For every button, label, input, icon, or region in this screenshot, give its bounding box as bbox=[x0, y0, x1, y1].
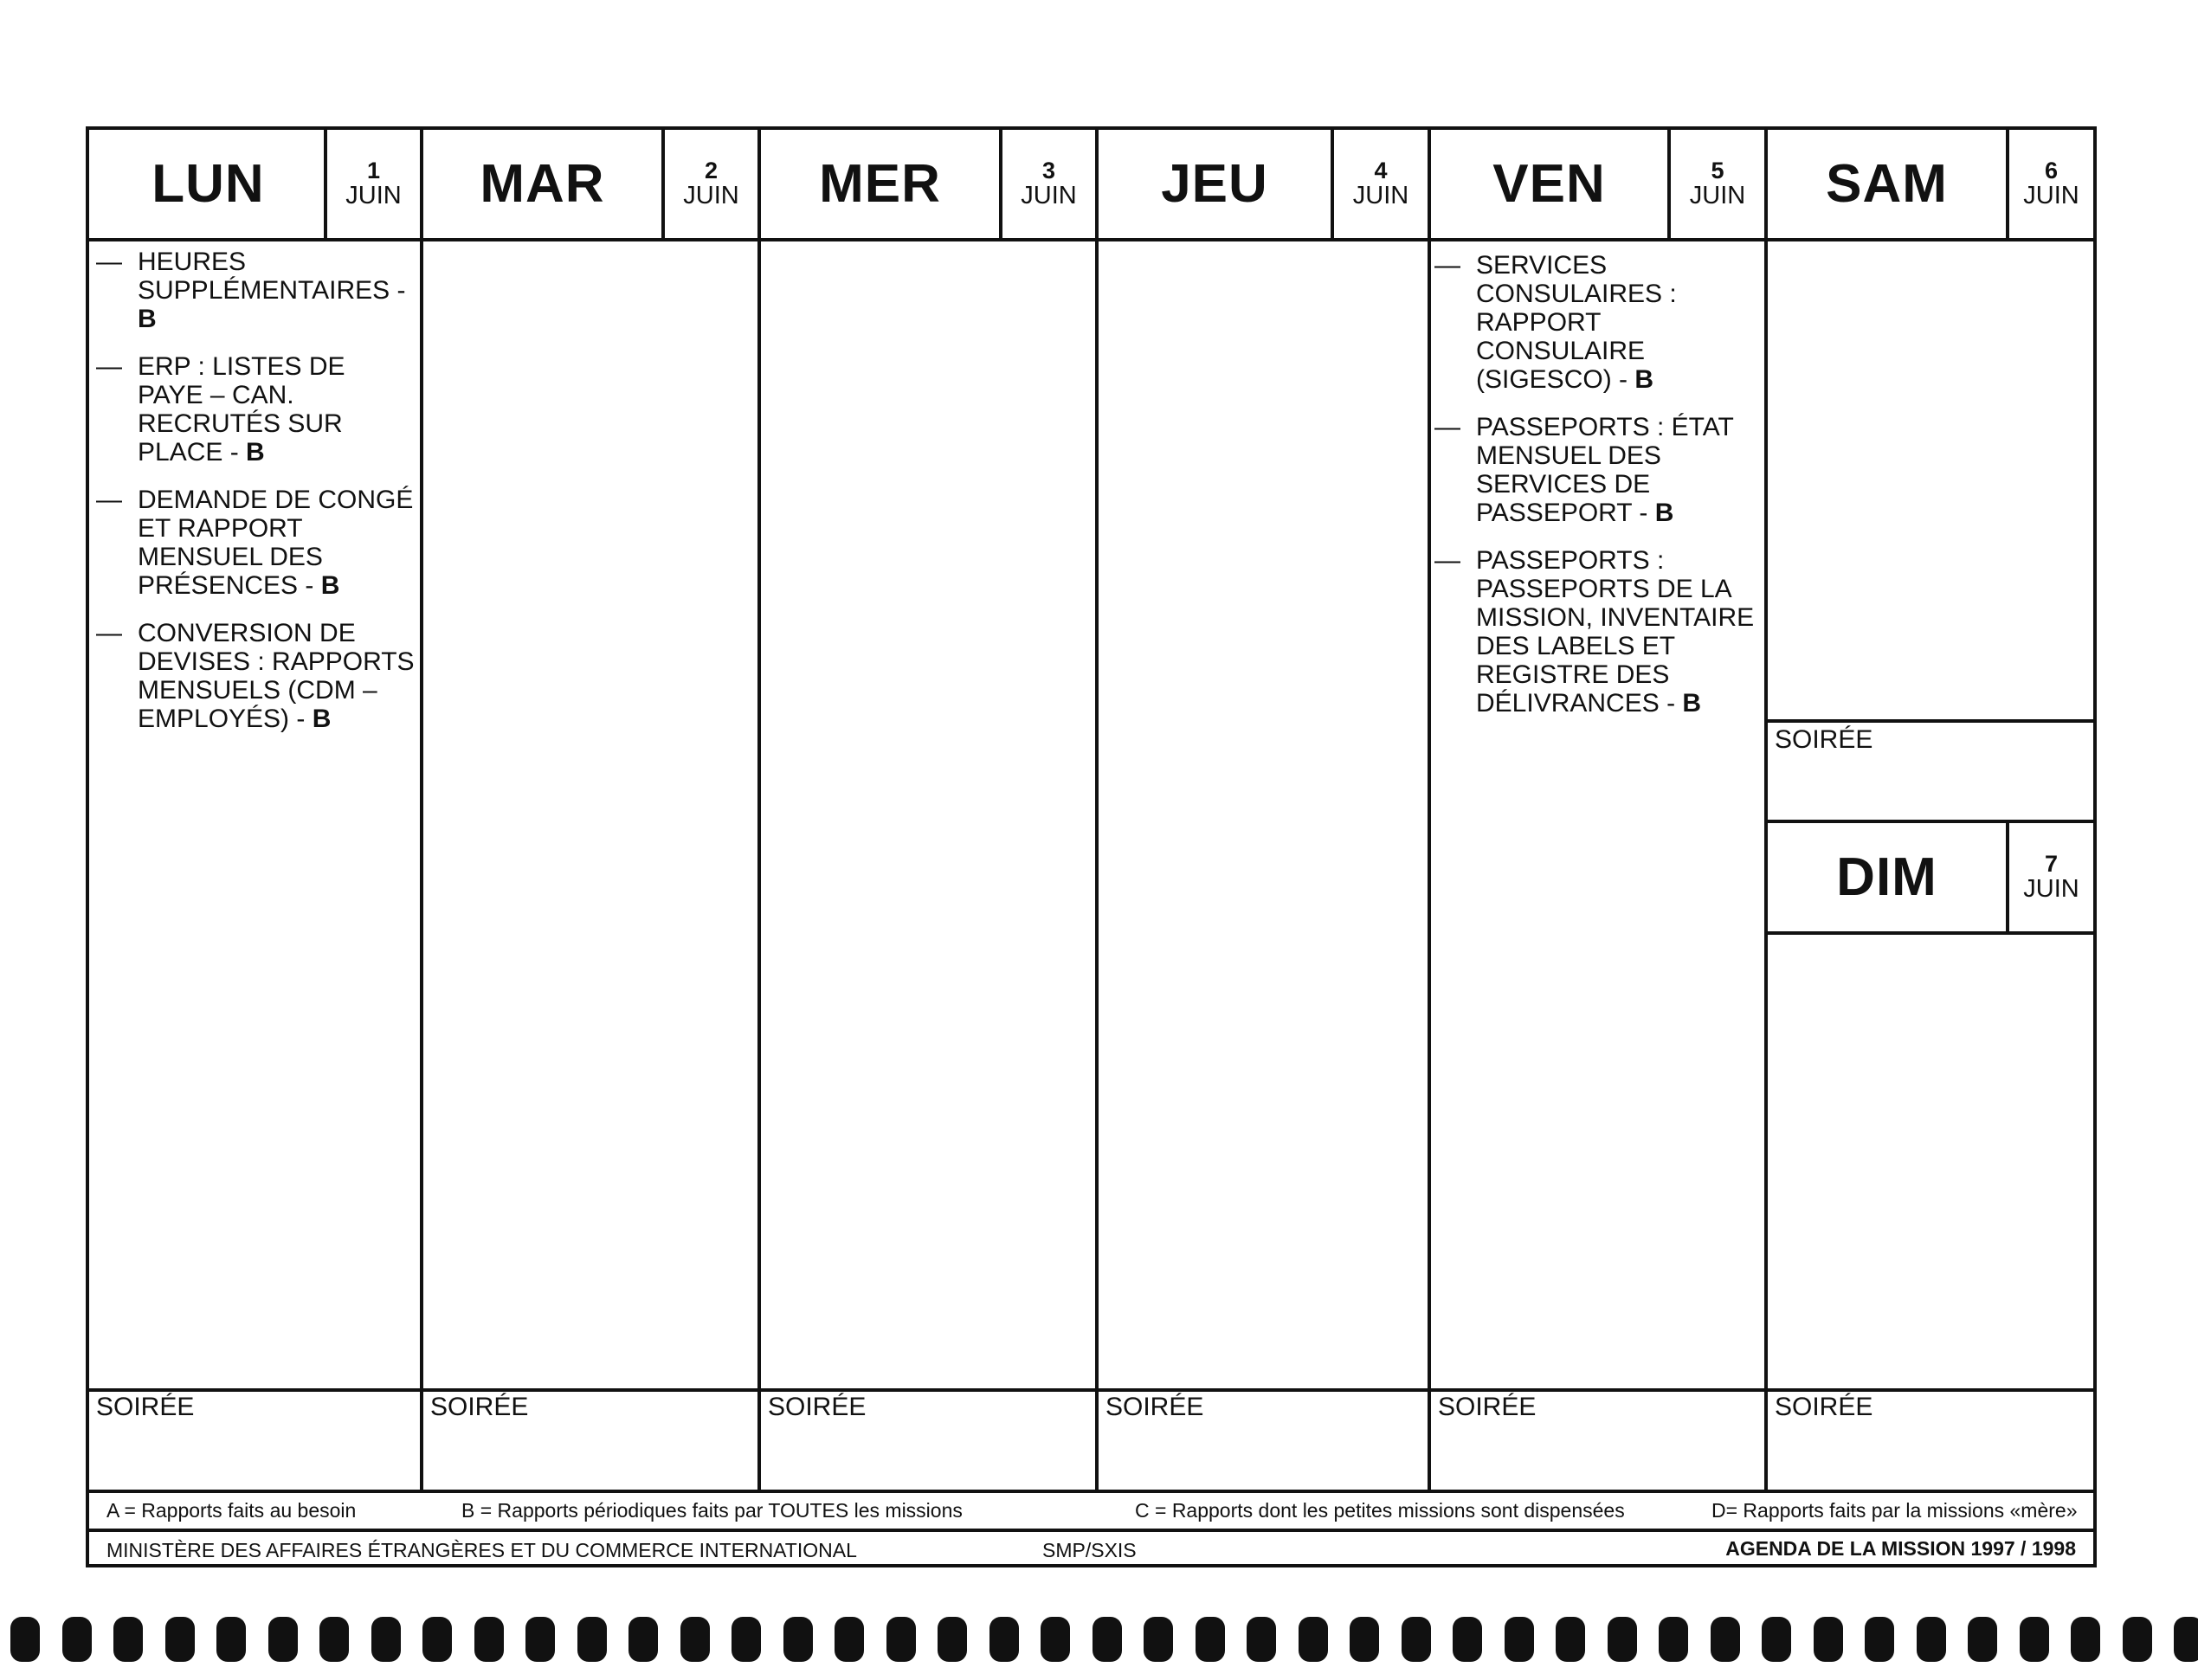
dash-bullet: — bbox=[96, 619, 122, 647]
header-cell-divider bbox=[1667, 130, 1671, 238]
day-name-jeu: JEU bbox=[1161, 154, 1268, 214]
task-text: MENSUEL DES bbox=[138, 543, 323, 571]
legend-a: A = Rapports faits au besoin bbox=[106, 1499, 357, 1522]
binding-hole bbox=[1865, 1617, 1894, 1662]
binding-hole bbox=[10, 1617, 40, 1662]
day-date-lun bbox=[327, 130, 420, 238]
task-line bbox=[138, 352, 416, 381]
soiree-label-dim: SOIRÉE bbox=[1775, 1393, 1873, 1421]
binding-hole bbox=[1762, 1617, 1791, 1662]
task-text: PASSEPORT - bbox=[1476, 499, 1655, 527]
footer-agenda-title: AGENDA DE LA MISSION 1997 / 1998 bbox=[1725, 1537, 2076, 1560]
task-line bbox=[1476, 308, 1763, 337]
task-text: REGISTRE DES bbox=[1476, 660, 1670, 689]
lun-task-list bbox=[96, 248, 416, 752]
task-line bbox=[1476, 337, 1763, 365]
task-line bbox=[138, 438, 416, 467]
task-text: MISSION, INVENTAIRE bbox=[1476, 603, 1755, 632]
binding-hole bbox=[1814, 1617, 1843, 1662]
task-item bbox=[96, 352, 416, 467]
soiree-label-lun: SOIRÉE bbox=[96, 1393, 195, 1421]
task-text: HEURES bbox=[138, 248, 247, 276]
binding-hole bbox=[422, 1617, 452, 1662]
soiree-label-sam: SOIRÉE bbox=[1775, 725, 1873, 754]
header-divider bbox=[89, 238, 2093, 241]
task-text: PRÉSENCES - bbox=[138, 571, 321, 600]
report-type-tag: B bbox=[246, 438, 265, 467]
day-number: 7 bbox=[2044, 851, 2059, 878]
ven-task-list bbox=[1434, 251, 1763, 737]
task-line bbox=[1476, 413, 1763, 441]
task-line bbox=[1476, 660, 1763, 689]
task-text: ERP : LISTES DE bbox=[138, 352, 345, 381]
column-divider bbox=[1095, 130, 1099, 1490]
report-type-tag: B bbox=[1634, 365, 1654, 394]
dash-bullet: — bbox=[1434, 413, 1460, 441]
binding-hole bbox=[2020, 1617, 2049, 1662]
day-date-jeu bbox=[1334, 130, 1428, 238]
binding-hole bbox=[1659, 1617, 1688, 1662]
dim-header-top-divider bbox=[1764, 820, 2093, 823]
binding-hole bbox=[938, 1617, 967, 1662]
task-line bbox=[138, 486, 416, 514]
task-line bbox=[1476, 499, 1763, 527]
task-text: CONSULAIRE bbox=[1476, 337, 1646, 365]
day-number: 5 bbox=[1711, 158, 1724, 184]
report-type-tag: B bbox=[312, 705, 332, 733]
binding-hole bbox=[989, 1617, 1019, 1662]
task-text: RECRUTÉS SUR bbox=[138, 409, 343, 438]
day-number: 6 bbox=[2044, 158, 2059, 184]
footer-ministry: MINISTÈRE DES AFFAIRES ÉTRANGÈRES ET DU COMMERCE INTERNATIONAL bbox=[106, 1539, 857, 1561]
binding-hole bbox=[216, 1617, 246, 1662]
binding-hole bbox=[886, 1617, 916, 1662]
day-date-ven bbox=[1671, 130, 1764, 238]
dash-bullet: — bbox=[96, 352, 122, 381]
dash-bullet: — bbox=[1434, 251, 1460, 280]
report-type-tag: B bbox=[1682, 689, 1702, 718]
binding-hole bbox=[577, 1617, 607, 1662]
binding-hole bbox=[1299, 1617, 1328, 1662]
header-cell-divider bbox=[2006, 130, 2009, 238]
task-line bbox=[138, 248, 416, 276]
soiree-label-mer: SOIRÉE bbox=[768, 1393, 867, 1421]
task-item bbox=[96, 486, 416, 600]
task-item bbox=[1434, 546, 1763, 718]
soiree-divider bbox=[89, 1388, 2093, 1392]
task-text: PLACE - bbox=[138, 438, 247, 467]
header-cell-divider bbox=[324, 130, 327, 238]
task-text: ET RAPPORT bbox=[138, 514, 303, 543]
dim-header-bottom-divider bbox=[1764, 931, 2093, 935]
month-label: JUIN bbox=[683, 182, 739, 210]
task-text: SERVICES DE bbox=[1476, 470, 1651, 499]
day-name-ven: VEN bbox=[1492, 154, 1606, 214]
task-line bbox=[138, 619, 416, 647]
binding-hole bbox=[1350, 1617, 1379, 1662]
spiral-binding bbox=[0, 1617, 2198, 1669]
task-text: SUPPLÉMENTAIRES - bbox=[138, 276, 406, 305]
task-line bbox=[1476, 251, 1763, 280]
month-label: JUIN bbox=[345, 182, 402, 210]
task-line bbox=[1476, 603, 1763, 632]
task-line bbox=[1476, 689, 1763, 718]
binding-hole bbox=[1711, 1617, 1740, 1662]
legend-divider bbox=[89, 1490, 2093, 1493]
column-divider bbox=[420, 130, 423, 1490]
dash-bullet: — bbox=[96, 486, 122, 514]
task-text: CONSULAIRES : bbox=[1476, 280, 1677, 308]
soiree-label-mar: SOIRÉE bbox=[430, 1393, 529, 1421]
task-item bbox=[96, 248, 416, 333]
header-cell-divider bbox=[661, 130, 665, 238]
task-text: DEMANDE DE CONGÉ bbox=[138, 486, 414, 514]
column-divider bbox=[757, 130, 761, 1490]
header-cell-divider bbox=[999, 130, 1002, 238]
day-number: 4 bbox=[1374, 158, 1388, 184]
task-line bbox=[1476, 632, 1763, 660]
binding-hole bbox=[1247, 1617, 1276, 1662]
binding-hole bbox=[1402, 1617, 1431, 1662]
task-line bbox=[138, 409, 416, 438]
header-cell-divider bbox=[2006, 820, 2009, 935]
binding-hole bbox=[1968, 1617, 1997, 1662]
dash-bullet: — bbox=[96, 248, 122, 276]
month-label: JUIN bbox=[2023, 875, 2079, 904]
task-line bbox=[1476, 575, 1763, 603]
task-line bbox=[138, 381, 416, 409]
month-label: JUIN bbox=[2023, 182, 2079, 210]
task-text: SERVICES bbox=[1476, 251, 1608, 280]
task-line bbox=[138, 514, 416, 543]
binding-hole bbox=[1196, 1617, 1225, 1662]
header-cell-divider bbox=[1331, 130, 1334, 238]
task-text: PAYE – CAN. bbox=[138, 381, 294, 409]
binding-hole bbox=[732, 1617, 761, 1662]
month-label: JUIN bbox=[1352, 182, 1409, 210]
day-number: 3 bbox=[1041, 158, 1056, 184]
task-text: PASSEPORTS : bbox=[1476, 546, 1665, 575]
binding-hole bbox=[1093, 1617, 1122, 1662]
task-item bbox=[1434, 251, 1763, 394]
binding-hole bbox=[680, 1617, 710, 1662]
day-name-mar: MAR bbox=[480, 154, 605, 214]
task-line bbox=[138, 543, 416, 571]
soiree-label-ven: SOIRÉE bbox=[1438, 1393, 1537, 1421]
task-text: PASSEPORTS DE LA bbox=[1476, 575, 1732, 603]
task-text: MENSUELS (CDM – bbox=[138, 676, 377, 705]
binding-hole bbox=[628, 1617, 658, 1662]
task-line bbox=[138, 276, 416, 305]
binding-hole bbox=[2123, 1617, 2152, 1662]
task-item bbox=[96, 619, 416, 733]
task-line bbox=[138, 305, 416, 333]
column-divider bbox=[1428, 130, 1431, 1490]
binding-hole bbox=[1556, 1617, 1585, 1662]
dash-bullet: — bbox=[1434, 546, 1460, 575]
day-date-mar bbox=[665, 130, 757, 238]
day-number: 1 bbox=[366, 158, 381, 184]
binding-hole bbox=[525, 1617, 555, 1662]
month-label: JUIN bbox=[1021, 182, 1077, 210]
task-text: DÉLIVRANCES - bbox=[1476, 689, 1683, 718]
task-item bbox=[1434, 413, 1763, 527]
day-name-lun: LUN bbox=[151, 154, 265, 214]
binding-hole bbox=[165, 1617, 195, 1662]
report-type-tag: B bbox=[1654, 499, 1674, 527]
binding-hole bbox=[319, 1617, 349, 1662]
binding-hole bbox=[113, 1617, 143, 1662]
binding-hole bbox=[2071, 1617, 2100, 1662]
footer-code: SMP/SXIS bbox=[1042, 1539, 1137, 1561]
day-date-mer bbox=[1002, 130, 1095, 238]
soiree-label-jeu: SOIRÉE bbox=[1105, 1393, 1204, 1421]
day-name-dim: DIM bbox=[1836, 847, 1937, 907]
binding-hole bbox=[1041, 1617, 1070, 1662]
binding-hole bbox=[474, 1617, 504, 1662]
task-line bbox=[1476, 546, 1763, 575]
binding-hole bbox=[835, 1617, 864, 1662]
task-line bbox=[1476, 470, 1763, 499]
legend-b: B = Rapports périodiques faits par TOUTES les missions bbox=[461, 1499, 963, 1522]
task-text: CONVERSION DE bbox=[138, 619, 356, 647]
binding-hole bbox=[1608, 1617, 1637, 1662]
task-line bbox=[138, 571, 416, 600]
binding-hole bbox=[1144, 1617, 1173, 1662]
agenda-week-grid bbox=[86, 126, 2097, 1567]
task-text: EMPLOYÉS) - bbox=[138, 705, 313, 733]
task-line bbox=[138, 705, 416, 733]
task-text: DES LABELS ET bbox=[1476, 632, 1676, 660]
binding-hole bbox=[1505, 1617, 1534, 1662]
binding-hole bbox=[371, 1617, 401, 1662]
task-line bbox=[1476, 441, 1763, 470]
sam-soiree-top-divider bbox=[1764, 719, 2093, 723]
day-name-sam: SAM bbox=[1826, 154, 1948, 214]
task-line bbox=[1476, 365, 1763, 394]
legend-c: C = Rapports dont les petites missions sont dispensées bbox=[1135, 1499, 1625, 1522]
column-divider bbox=[1764, 130, 1768, 1490]
binding-hole bbox=[1453, 1617, 1482, 1662]
day-date-dim bbox=[2009, 823, 2093, 931]
day-date-sam bbox=[2009, 130, 2093, 238]
task-line bbox=[1476, 280, 1763, 308]
task-line bbox=[138, 676, 416, 705]
binding-hole bbox=[62, 1617, 92, 1662]
day-name-mer: MER bbox=[819, 154, 941, 214]
task-line bbox=[138, 647, 416, 676]
footer-divider bbox=[89, 1529, 2093, 1532]
report-type-tag: B bbox=[320, 571, 340, 600]
binding-hole bbox=[1917, 1617, 1946, 1662]
report-type-tag: B bbox=[138, 305, 157, 333]
day-number: 2 bbox=[704, 158, 719, 184]
binding-hole bbox=[268, 1617, 298, 1662]
task-text: PASSEPORTS : ÉTAT bbox=[1476, 413, 1734, 441]
task-text: MENSUEL DES bbox=[1476, 441, 1661, 470]
month-label: JUIN bbox=[1689, 182, 1746, 210]
task-text: DEVISES : RAPPORTS bbox=[138, 647, 415, 676]
task-text: RAPPORT bbox=[1476, 308, 1602, 337]
binding-hole bbox=[2174, 1617, 2198, 1662]
binding-hole bbox=[783, 1617, 813, 1662]
legend-d: D= Rapports faits par la missions «mère» bbox=[1711, 1499, 2078, 1522]
task-text: (SIGESCO) - bbox=[1476, 365, 1635, 394]
